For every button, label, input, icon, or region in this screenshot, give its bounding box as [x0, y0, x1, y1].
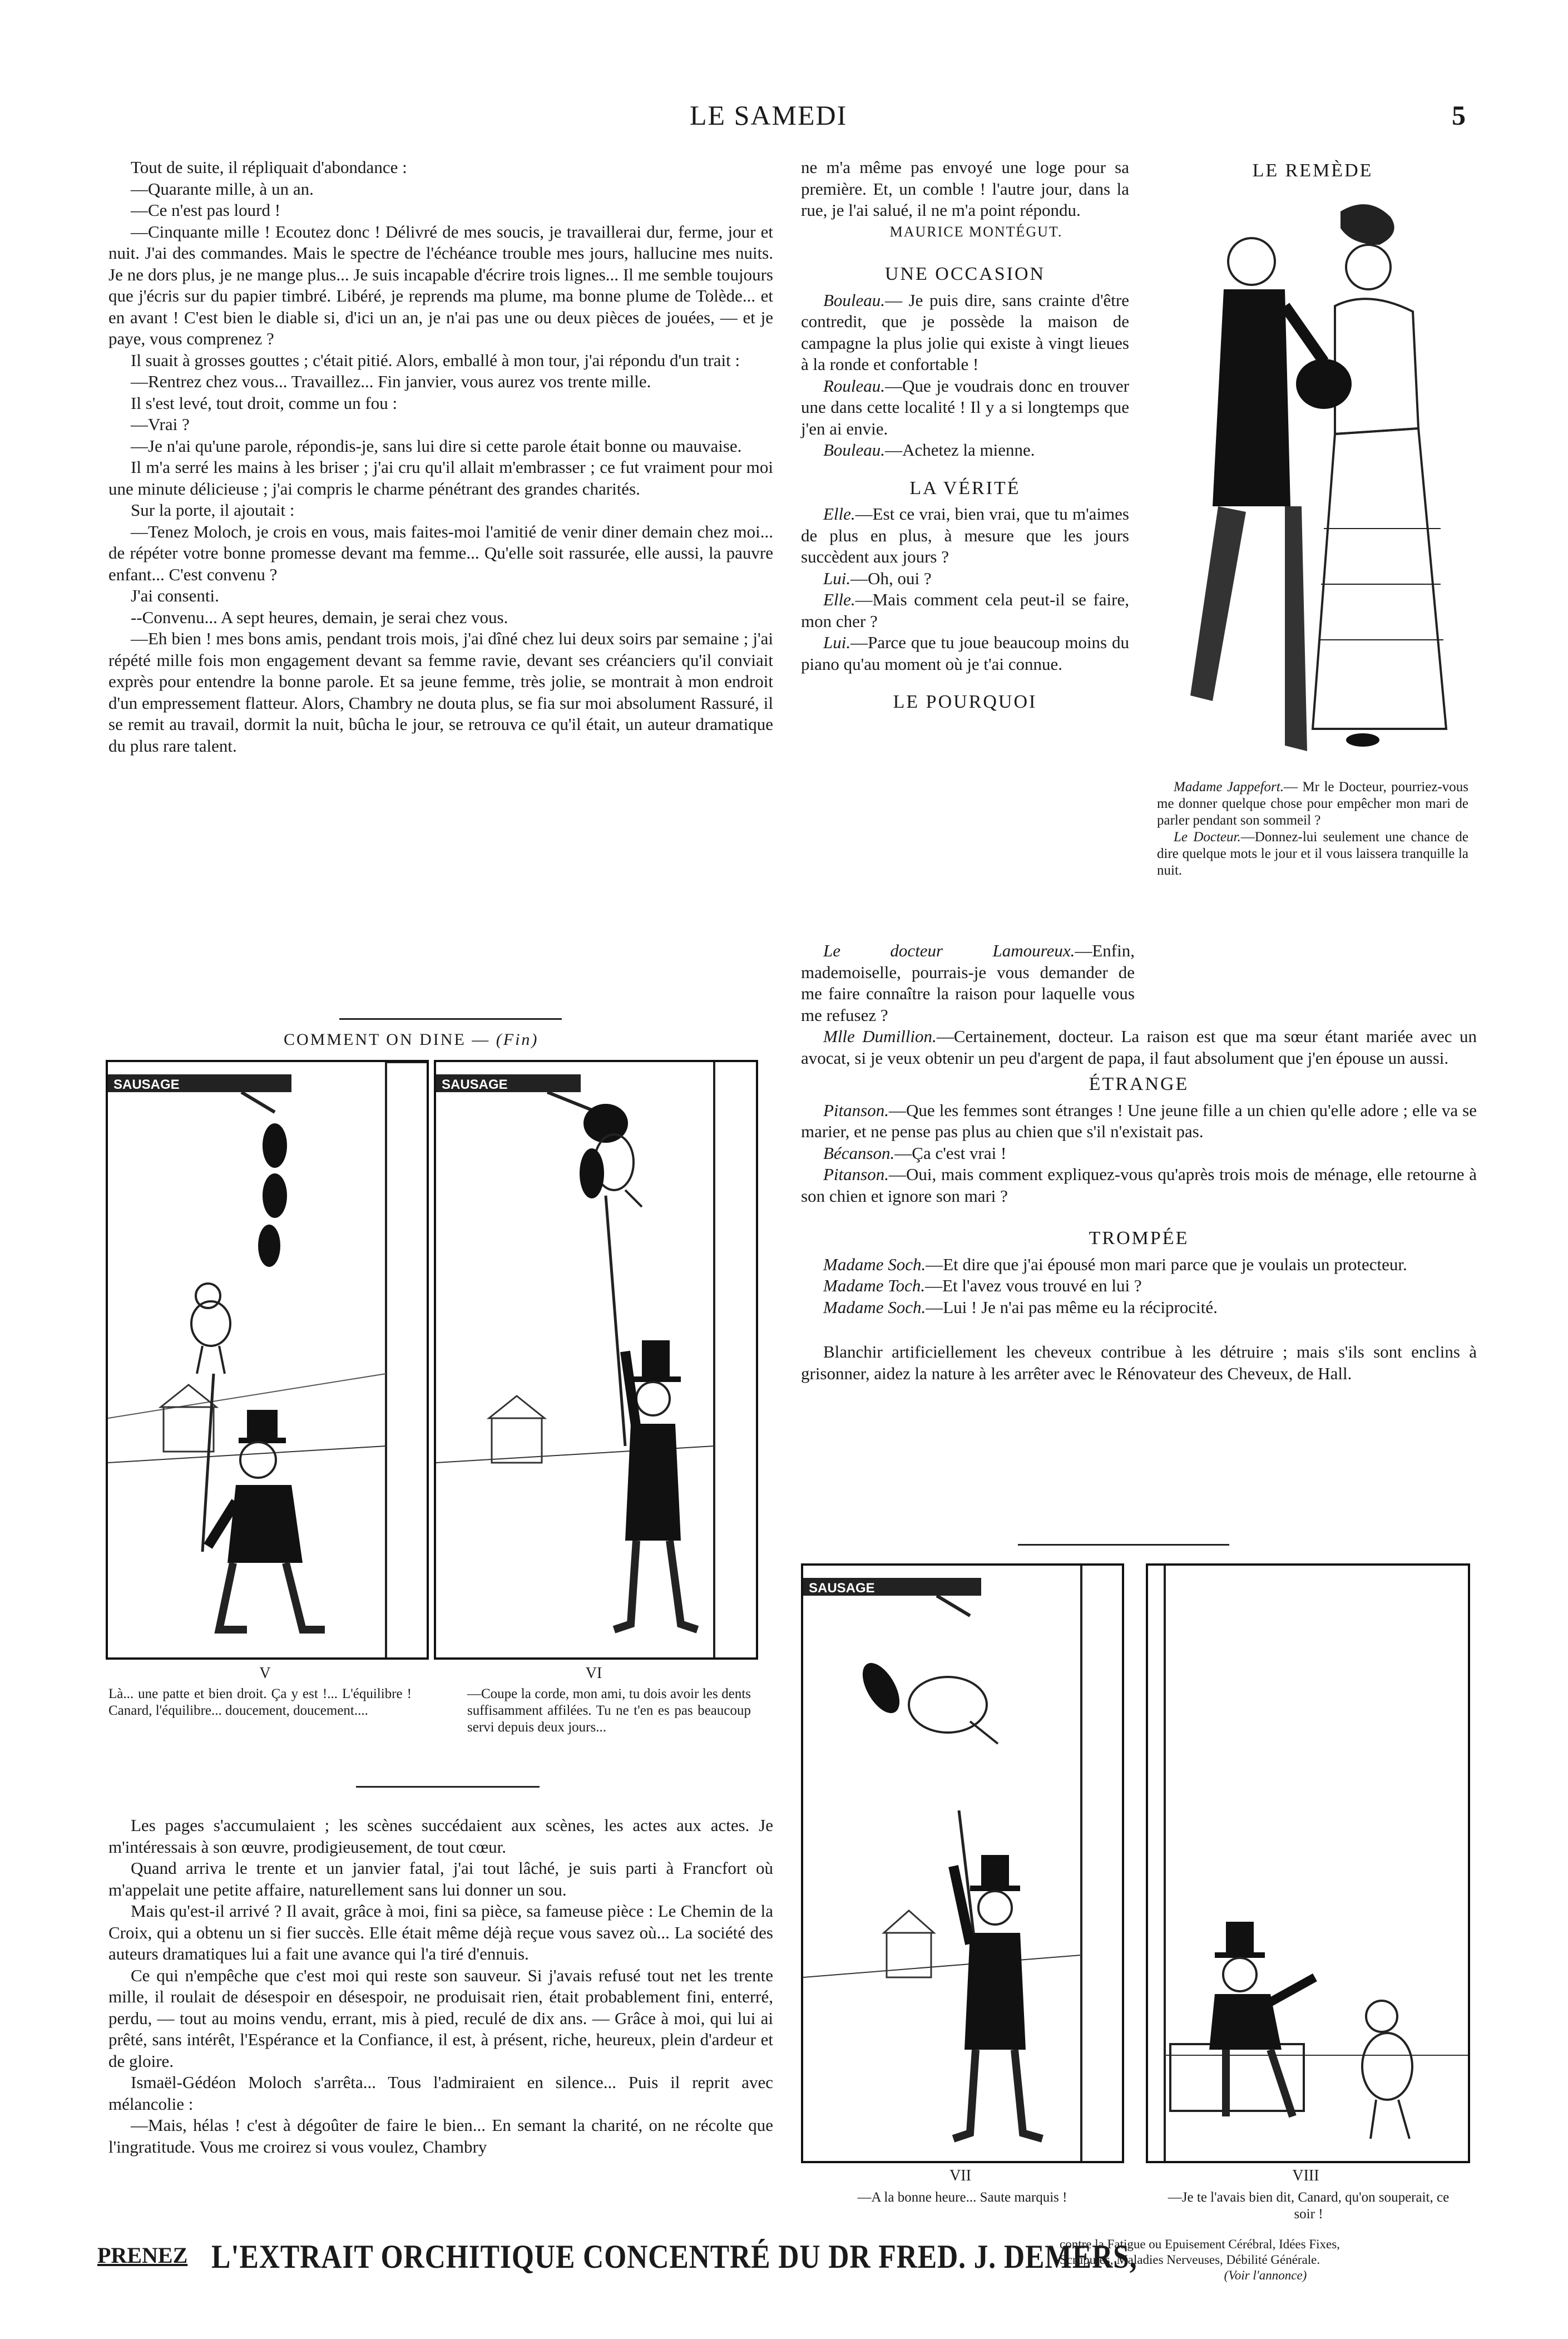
comic-panel-vi: [434, 1060, 758, 1660]
speaker-label: Bouleau.: [823, 440, 886, 460]
speaker-label: Madame Soch.: [823, 1297, 926, 1317]
occasion-dialogue: [801, 290, 1129, 461]
paragraph: Mais qu'est-il arrivé ? Il avait, grâce à moi, fini sa pièce, sa fameuse pièce : Le Chemin de la Croix, qui a obtenu un si fier succès. Elle était même déjà reçue vous savez où... La société des auteurs dramatiques lui a fait une avance qui l'a tiré d'ennuis.: [108, 1901, 773, 1963]
page-header-title: LE SAMEDI: [690, 100, 848, 131]
speaker-label: Lui.: [823, 568, 851, 588]
panel-v-illustration: [108, 1062, 427, 1657]
panel-number-v: V: [259, 1665, 271, 1682]
paragraph: —Je n'ai qu'une parole, répondis-je, sans lui dire si cette parole était bonne ou mauvaise.: [131, 436, 742, 456]
speaker-label: Le docteur Lamoureux.: [823, 941, 1075, 960]
dialogue-text: —Que je voudrais donc en trouver une dans cette localité ! Il y a si longtemps que j'en ai envie.: [801, 376, 1129, 438]
speaker-label: Bouleau.: [823, 290, 886, 310]
paragraph: --Convenu... A sept heures, demain, je serai chez vous.: [131, 607, 508, 627]
advert-right-line-1: contre la Fatigue ou Epuisement Cérébral, Idées Fixes,: [1060, 2237, 1340, 2251]
dialogue-text: —Donnez-lui seulement une chance de dire quelque mots le jour et il vous laissera tranquille la nuit.: [1157, 830, 1468, 878]
dog-biting-sausages: [580, 1104, 642, 1207]
speaker-label: Pitanson.: [823, 1164, 889, 1184]
speaker-label: Elle.: [823, 590, 855, 609]
dialogue-line: [801, 568, 1129, 590]
comic1-title-end: (Fin): [496, 1030, 539, 1049]
pourquoi-line-1: [801, 940, 1135, 1026]
dialogue-line: [801, 376, 1129, 440]
verite-dialogue: [801, 504, 1129, 675]
dialogue-line: [801, 1254, 1477, 1276]
dialogue-text: —Enfin, mademoiselle, pourrais-je vous demander de me faire connaître la raison pour laquelle vous me refusez ?: [801, 941, 1135, 1025]
paragraph: —Rentrez chez vous... Travaillez... Fin janvier, vous aurez vos trente mille.: [131, 372, 651, 391]
paragraph: —Mais, hélas ! c'est à dégoûter de faire le bien... En semant la charité, on ne récolte que l'ingratitude. Vous me croirez si vous voulez, Chambry: [108, 2115, 773, 2157]
advert-right-line-2: Scrupules, Maladies Nerveuses, Débilité Générale.: [1060, 2253, 1320, 2267]
dialogue-text: —Oh, oui ?: [850, 568, 932, 588]
divider: [1018, 1544, 1229, 1546]
divider: [356, 1786, 540, 1788]
middle-column: [801, 157, 1129, 713]
dialogue-line: [801, 504, 1129, 568]
advert-main-title: L'EXTRAIT ORCHITIQUE CONCENTRÉ DU DR FRED. J. DEMERS,: [211, 2238, 1137, 2275]
advert-prenez: PRENEZ: [97, 2243, 188, 2268]
dialogue-line: [801, 632, 1129, 675]
paragraph: —Tenez Moloch, je crois en vous, mais faites-moi l'amitié de venir diner demain chez moi... de répéter votre bonne promesse devant ma femme... Qu'elle soit rassurée, elle aussi, la pauvre enfant... C'est convenu ?: [108, 521, 773, 584]
remede-illustration: [1157, 195, 1468, 762]
dialogue-line: [801, 589, 1129, 632]
speaker-label: Madame Toch.: [823, 1276, 926, 1295]
leaping-dog: [855, 1657, 998, 1744]
dialogue-text: —Mais comment cela peut-il se faire, mon cher ?: [801, 590, 1129, 631]
paragraph: Ce qui n'empêche que c'est moi qui reste son sauveur. Si j'avais refusé tout net les trente mille, il roulait de désespoir en désespoir, ne produisait rien, était probablement fini, enterré, perdu, — tout au moins vendu, errant, mis à pied, reculé de dix ans. — Grâce à moi, qui lui ai prêté, sans intérêt, l'Espérance et la Confiance, il est, à présent, riche, heureux, plein d'ardeur et de gloire.: [108, 1965, 773, 2071]
paragraph: Les pages s'accumulaient ; les scènes succédaient aux scènes, les actes aux actes. Je m'intéressais à son œuvre, prodigieusement, de tout cœur.: [108, 1815, 773, 1857]
comic-panel-vii: [801, 1563, 1124, 2163]
woman-figure: [1296, 204, 1446, 747]
paragraph: Il m'a serré les mains à les briser ; j'ai cru qu'il allait m'embrasser ; ce fut vraiment pour moi une minute délicieuse ; j'ai compris le charme pénétrant des grandes charités.: [108, 457, 773, 499]
speaker-label: Le Docteur.: [1174, 830, 1241, 845]
divider: [339, 1018, 562, 1020]
poodle-on-stick: [191, 1284, 230, 1374]
panel-vi-illustration: [436, 1062, 756, 1657]
dialogue-line: [801, 1100, 1477, 1143]
pourquoi-text: [801, 940, 1477, 1069]
comic-panel-viii: [1146, 1563, 1470, 2163]
paragraph: Il s'est levé, tout droit, comme un fou :: [131, 393, 398, 413]
dialogue-text: — Mr le Docteur, pourriez-vous me donner quelque chose pour empêcher mon mari de parler pendant son sommeil ?: [1157, 779, 1468, 828]
panel-caption-vi: —Coupe la corde, mon ami, tu dois avoir les dents suffisamment affilées. Tu ne t'en es pas beaucoup servi depuis deux jours...: [467, 1686, 751, 1735]
man-cheering: [953, 1855, 1042, 2139]
panel-number-vi: VI: [585, 1665, 602, 1682]
paragraph: Tout de suite, il répliquait d'abondance :: [131, 157, 407, 177]
man-sitting-eating: [1209, 1922, 1315, 2116]
section-title-trompee: TROMPÉE: [1089, 1228, 1189, 1249]
right-lower-column: [801, 1074, 1477, 1384]
paragraph: —Ce n'est pas lourd !: [131, 200, 281, 220]
dialogue-text: —Est ce vrai, bien vrai, que tu m'aimes de plus en plus, à mesure que les jours succèdent aux jours ?: [801, 504, 1129, 566]
panel-vii-illustration: [803, 1566, 1122, 2161]
dialogue-text: —Parce que tu joue beaucoup moins du piano qu'au moment où je t'ai connue.: [801, 633, 1129, 674]
dialogue-text: — Je puis dire, sans crainte d'être contredit, que je possède la maison de campagne la plus jolie qui existe à vingt lieues à la ronde et confortable !: [801, 290, 1129, 374]
author-signature: MAURICE MONTÉGUT.: [889, 223, 1063, 240]
panel-number-vii: VII: [949, 2167, 971, 2184]
section-title-remede: LE REMÈDE: [1252, 160, 1373, 181]
advert-right-line-3: (Voir l'annonce): [1224, 2268, 1307, 2282]
speaker-label: Bécanson.: [823, 1143, 895, 1163]
left-column-bottom: [108, 1815, 773, 2158]
dialogue-text: —Et l'avez vous trouvé en lui ?: [925, 1276, 1142, 1295]
sign-sausage-v: SAUSAGE: [113, 1077, 180, 1092]
panel-caption-v: Là... une patte et bien droit. Ça y est !... L'équilibre ! Canard, l'équilibre... doucement, doucement....: [108, 1686, 412, 1718]
dialogue-line: [801, 1143, 1477, 1164]
doctor-figure: [1190, 238, 1324, 751]
sign-sausage-vii: SAUSAGE: [809, 1581, 875, 1596]
paragraph: —Quarante mille, à un an.: [131, 179, 314, 199]
section-title-occasion: UNE OCCASION: [884, 264, 1046, 284]
panel-caption-viii: —Je te l'avais bien dit, Canard, qu'on souperait, ce soir !: [1168, 2190, 1450, 2222]
page-number: 5: [1452, 100, 1467, 131]
comic-panel-v: [106, 1060, 429, 1660]
mid-top-paragraph: ne m'a même pas envoyé une loge pour sa première. Et, un comble ! l'autre jour, dans la rue, je l'ai salué, il ne m'a point répondu.: [801, 157, 1129, 220]
dialogue-text: —Ça c'est vrai !: [894, 1143, 1007, 1163]
dialogue-text: —Oui, mais comment expliquez-vous qu'après trois mois de ménage, elle retourne à son chien et ignore son mari ?: [801, 1164, 1477, 1206]
panel-caption-vii: —A la bonne heure... Saute marquis !: [857, 2190, 1067, 2205]
panel-viii-illustration: [1148, 1566, 1468, 2161]
section-title-pourquoi: LE POURQUOI: [893, 692, 1037, 712]
left-column-top: [108, 157, 773, 757]
dialogue-line: [801, 440, 1129, 461]
dialogue-text: —Achetez la mienne.: [885, 440, 1035, 460]
speaker-label: Pitanson.: [823, 1100, 889, 1120]
dialogue-text: —Que les femmes sont étranges ! Une jeune fille a un chien qu'elle adore ; elle va se marier, et ne pense pas plus au chien que s'il n'existait pas.: [801, 1100, 1477, 1141]
section-title-verite: LA VÉRITÉ: [909, 477, 1021, 499]
speaker-label: Madame Jappefort.: [1174, 779, 1284, 795]
paragraph: —Vrai ?: [131, 414, 190, 434]
man-balancing-dog: [208, 1410, 325, 1630]
advert-right-text: [1060, 2237, 1471, 2283]
dialogue-line: [801, 1297, 1477, 1319]
remede-caption: [1157, 779, 1468, 879]
pourquoi-line-2: [801, 1026, 1477, 1069]
dialogue-line: [801, 1275, 1477, 1297]
paragraph: Ismaël-Gédéon Moloch s'arrêta... Tous l'admiraient en silence... Puis il reprit avec mélancolie :: [108, 2072, 773, 2114]
paragraph: Il suait à grosses gouttes ; c'était pitié. Alors, emballé à mon tour, j'ai répondu d'un trait :: [131, 350, 740, 370]
comic1-title-text: COMMENT ON DINE —: [284, 1030, 491, 1049]
blanchir-paragraph: Blanchir artificiellement les cheveux contribue à les détruire ; mais s'ils sont enclins à grisonner, aidez la nature à les arrêter avec le Rénovateur des Cheveux, de Hall.: [801, 1342, 1477, 1383]
dialogue-line: [801, 1164, 1477, 1207]
trompee-dialogue: [801, 1254, 1477, 1319]
speaker-label: Lui.: [823, 633, 851, 652]
paragraph: Sur la porte, il ajoutait :: [131, 500, 295, 520]
dog-begging: [1362, 2001, 1412, 2139]
comic1-title: [284, 1030, 538, 1049]
etrange-dialogue: [801, 1100, 1477, 1207]
man-holding-stick: [614, 1340, 698, 1630]
paragraph: —Cinquante mille ! Ecoutez donc ! Délivré de mes soucis, je travaillerai dur, ferme, jour et nuit. J'ai des commandes. Mais le spectre de l'échéance trouble mes jours, hallucine mes nuits. Je ne dors plus, je ne mange plus... Je suis incapable d'écrire trois lignes... Il me semble toujours que j'écris sur du papier timbré. Libéré, je reprends ma plume, ma bonne plume de Tolède... et en avant ! C'est bien le diable si, d'ici un an, je n'ai pas une ou deux pièces de jouées, — et je paye, vous comprenez ?: [108, 221, 773, 348]
speaker-label: Rouleau.: [823, 376, 886, 396]
panel-number-viii: VIII: [1292, 2167, 1319, 2184]
speaker-label: Mlle Dumillion.: [823, 1027, 937, 1046]
paragraph: —Eh bien ! mes bons amis, pendant trois mois, j'ai dîné chez lui deux soirs par semaine ; j'ai répété mille fois mon engagement devant sa femme ravie, devant ses créanciers qu'il conviait exprès pour entendre la bonne parole. Et sa jeune femme, très jolie, se montrait à mon endroit d'un empressement flatteur. Alors, Chambry ne douta plus, se fia sur moi absolument Rassuré, il se remit au travail, dormit la nuit, bûcha le jour, se retrouva ce qu'il était, un auteur dramatique du plus rare talent.: [108, 629, 773, 756]
speaker-label: Elle.: [823, 504, 855, 524]
dialogue-text: —Certainement, docteur. La raison est que ma sœur étant mariée avec un avocat, si je veux obtenir un peu d'argent de papa, il faut absolument que j'en épouse un aussi.: [801, 1027, 1477, 1068]
section-title-etrange: ÉTRANGE: [1089, 1074, 1189, 1094]
dialogue-text: —Et dire que j'ai épousé mon mari parce que je voulais un protecteur.: [926, 1254, 1407, 1274]
sign-sausage-vi: SAUSAGE: [442, 1077, 508, 1092]
paragraph: J'ai consenti.: [131, 586, 219, 605]
speaker-label: Madame Soch.: [823, 1254, 926, 1274]
dialogue-line: [801, 290, 1129, 376]
dialogue-text: —Lui ! Je n'ai pas même eu la réciprocité.: [926, 1297, 1218, 1317]
paragraph: Quand arriva le trente et un janvier fatal, j'ai tout lâché, je suis parti à Francfort où m'appelait une petite affaire, naturellement sans lui donner un sou.: [108, 1858, 773, 1899]
